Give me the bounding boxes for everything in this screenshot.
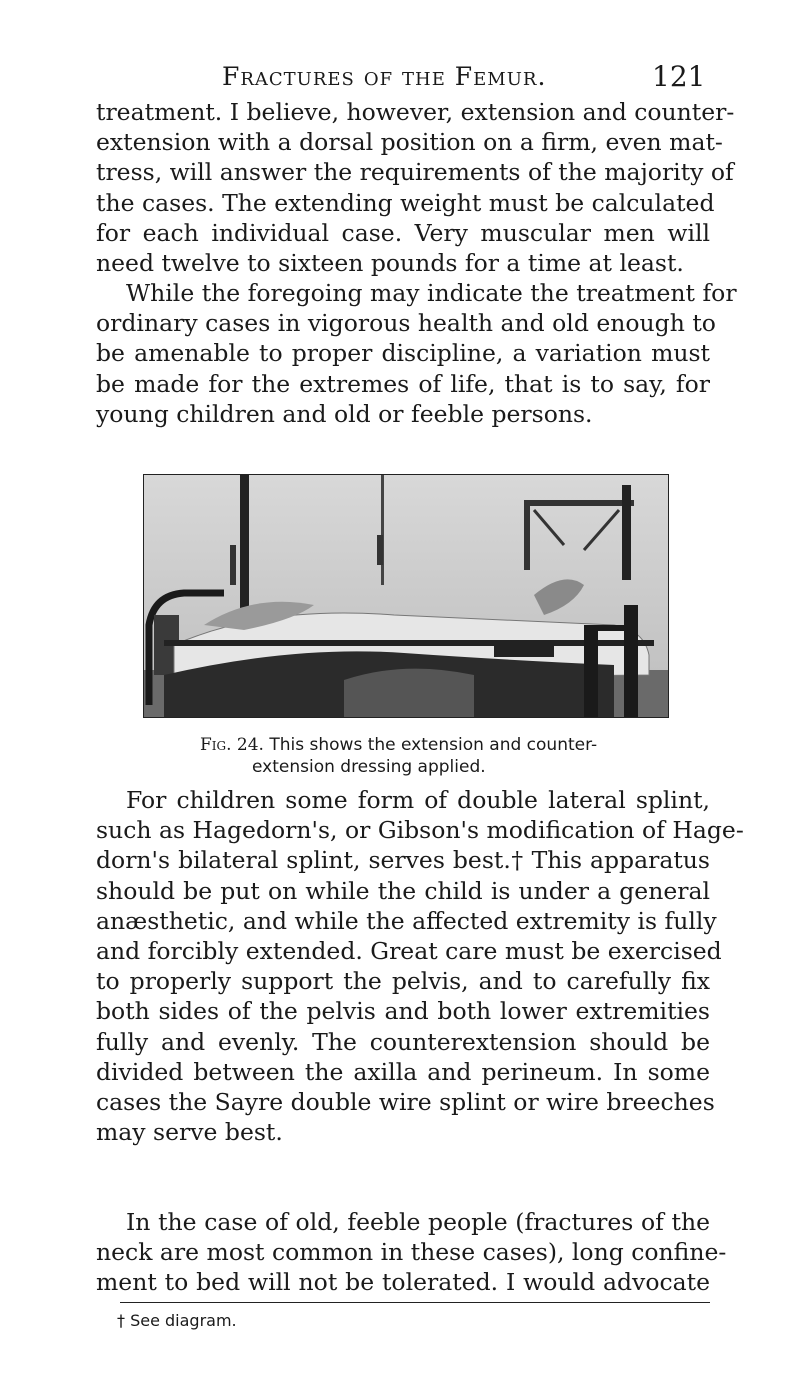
page-number: 121 [652,60,706,93]
paragraph-1 [96,97,735,278]
text-line: For children some form of double lateral splint, [126,786,710,814]
text-line: be amenable to proper discipline, a variation must [96,339,710,368]
caption-text: extension dressing applied. [252,757,486,777]
text-line: be made for the extremes of life, that is to say, for [96,369,710,398]
caption-line [200,756,720,778]
text-line: such as Hagedorn's, or Gibson's modification of Hage- [96,816,744,845]
text-line: cases the Sayre double wire splint or wire breeches [96,1088,715,1117]
paragraph-2 [96,278,737,429]
caption-text: This shows the extension and counter- [269,735,598,755]
text-line: dorn's bilateral splint, serves best.† This apparatus [96,846,710,875]
text-line: may serve best. [96,1118,283,1147]
figure-label: Fig. 24. [200,735,264,755]
text-line: for each individual case. Very muscular men will [96,218,710,247]
text-line: treatment. I believe, however, extension and counter- [96,98,735,126]
text-line: ment to bed will not be tolerated. I would advocate [96,1268,710,1297]
text-line: both sides of the pelvis and both lower extremities [96,997,710,1026]
text-line: and forcibly extended. Great care must be exercised [96,937,722,966]
text-line: young children and old or feeble persons. [96,399,593,428]
text-line: anæsthetic, and while the affected extremity is fully [96,906,717,935]
text-line: In the case of old, feeble people (fractures of the [126,1208,710,1236]
text-line: the cases. The extending weight must be calculated [96,188,715,217]
text-line: neck are most common in these cases), long confine- [96,1238,727,1267]
footnote: † See diagram. [117,1311,237,1330]
paragraph-4 [96,1207,727,1298]
text-line: fully and evenly. The counterextension should be [96,1027,710,1056]
running-head: Fractures of the Femur. [222,62,547,91]
text-line: should be put on while the child is under a general [96,876,710,905]
text-line: ordinary cases in vigorous health and old enough to [96,309,716,338]
text-line: divided between the axilla and perineum. In some [96,1057,710,1086]
text-line: need twelve to sixteen pounds for a time at least. [96,249,684,278]
paragraph-3 [96,785,744,1147]
footnote-divider [120,1302,710,1303]
text-line: While the foregoing may indicate the treatment for [126,279,737,307]
text-line: tress, will answer the requirements of the majority of [96,158,734,187]
figure-caption [200,734,720,778]
caption-line [200,734,720,756]
bed-extension-illustration [144,475,669,718]
figure-photograph [143,474,669,718]
text-line: to properly support the pelvis, and to carefully fix [96,967,710,996]
text-line: extension with a dorsal position on a firm, even mat- [96,128,723,157]
